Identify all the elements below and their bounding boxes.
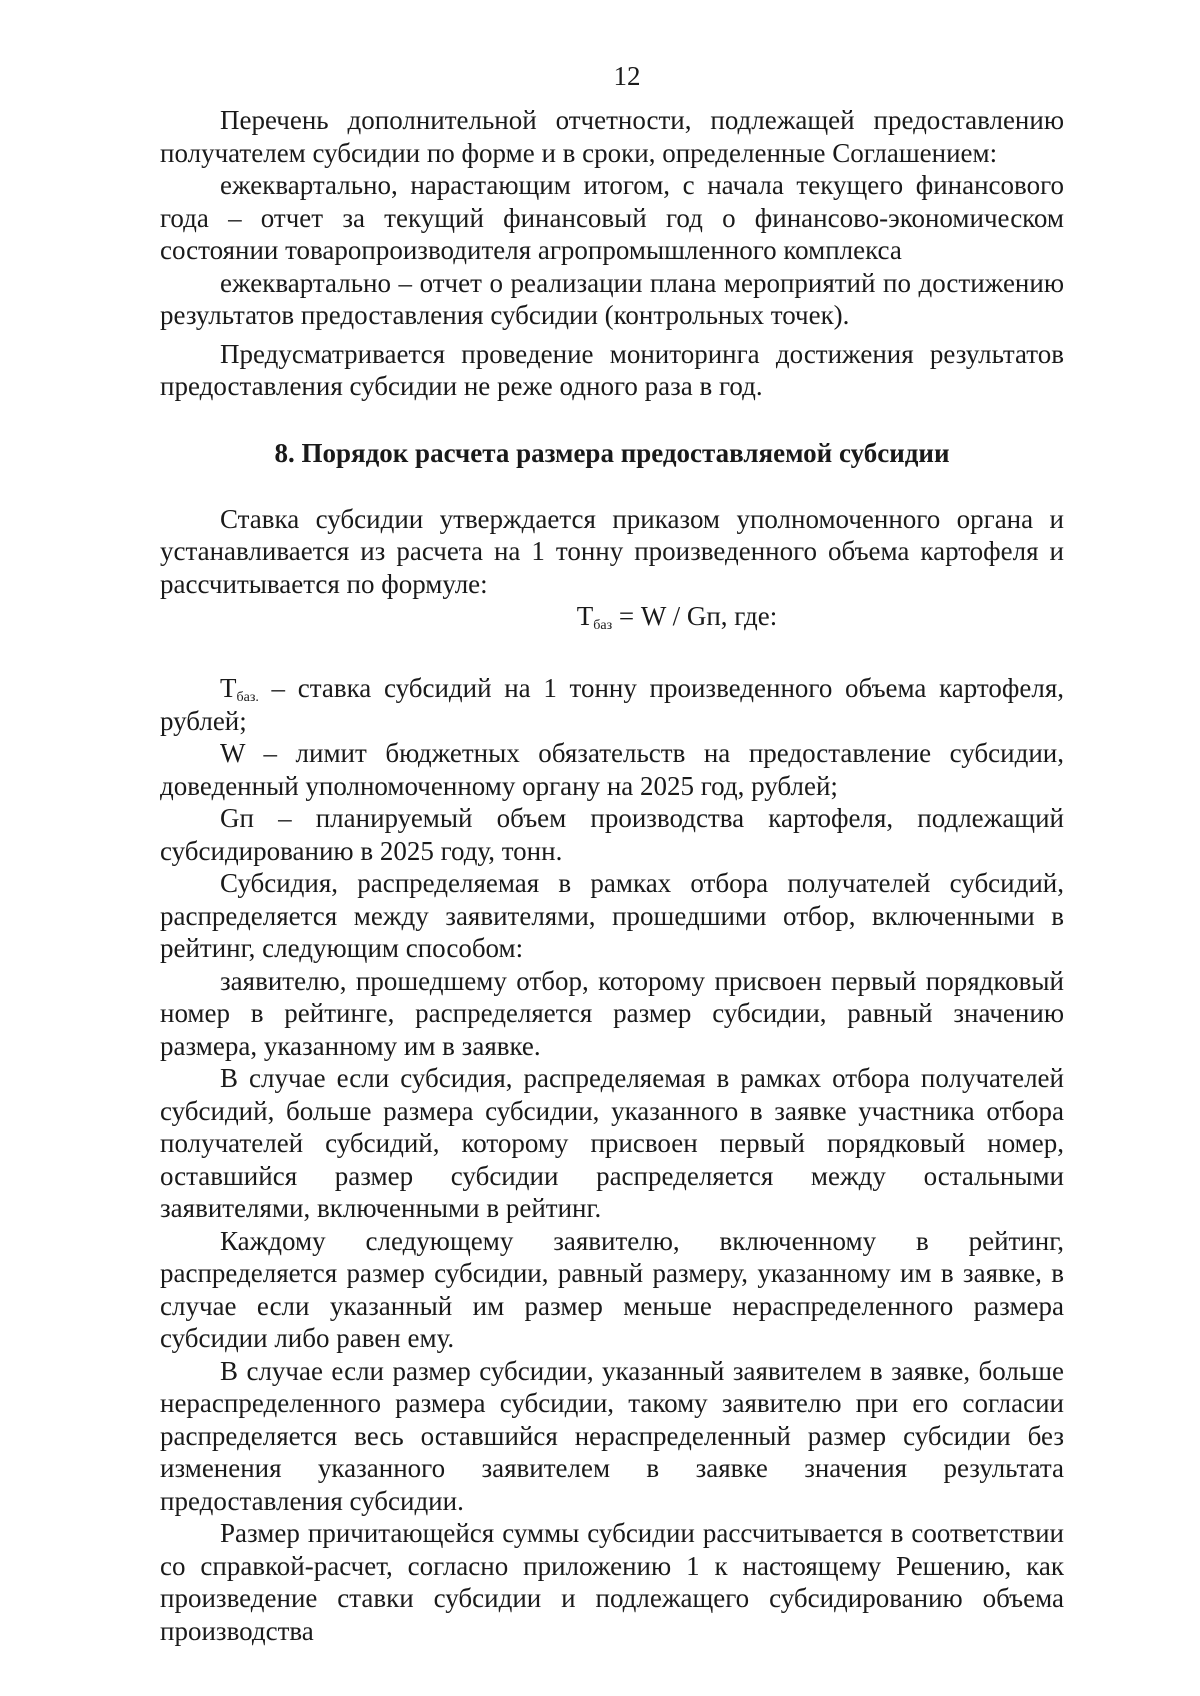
paragraph-quarterly-plan-report: ежеквартально – отчет о реализации плана мероприятий по достижению результатов предоставления субсидии (контрольных точек). xyxy=(160,267,1064,330)
paragraph-exceeding-request: В случае если размер субсидии, указанный заявителем в заявке, больше нераспределенного размера субсидии, такому заявителю при его согласии распределяется весь оставшийся нераспределенный размер субсидии без изменения указанного заявителем в заявке значения результата предоставления субсидии. xyxy=(160,1355,1064,1516)
paragraph-distribution-method: Субсидия, распределяемая в рамках отбора получателей субсидий, распределяется между заявителями, прошедшими отбор, включенными в рейтинг, следующим способом: xyxy=(160,868,1064,963)
paragraph-first-applicant: заявителю, прошедшему отбор, которому присвоен первый порядковый номер в рейтинге, распределяется размер субсидии, равный значению размера, указанному им в заявке. xyxy=(160,965,1064,1061)
paragraph-reporting-list: Перечень дополнительной отчетности, подлежащей предоставлению получателем субсидии по форме и в сроки, определенные Соглашением: xyxy=(160,105,1064,168)
paragraph-calculation: Размер причитающейся суммы субсидии рассчитывается в соответствии со справкой-расчет, согласно приложению 1 к настоящему Решению, как произведение ставки субсидии и подлежащего субсидированию объема производства xyxy=(160,1518,1064,1646)
definition-w: W – лимит бюджетных обязательств на предоставление субсидии, доведенный уполномоченному органу на 2025 год, рублей; xyxy=(160,738,1064,801)
formula-rhs: = W / Gп, где: xyxy=(612,601,778,631)
definition-t-subscript: баз. xyxy=(236,690,259,705)
formula-lhs: T xyxy=(576,601,594,631)
page-number: 12 xyxy=(613,61,641,91)
paragraph-quarterly-financial-report: ежеквартально, нарастающим итогом, с начала текущего финансового года – отчет за текущий финансовый год о финансово-экономическом состоянии товаропроизводителя агропромышленного комплекса xyxy=(160,170,1064,265)
definition-t-text: – ставка субсидий на 1 тонну произведенного объема картофеля, рублей; xyxy=(160,673,1064,736)
definition-t-symbol: T xyxy=(220,673,237,703)
paragraph-next-applicant: Каждому следующему заявителю, включенному в рейтинг, распределяется размер субсидии, равный размеру, указанному им в заявке, в случае если указанный им размер меньше нераспределенного размера субсидии либо равен ему. xyxy=(160,1225,1064,1353)
definition-g: Gп – планируемый объем производства картофеля, подлежащий субсидированию в 2025 году, тонн. xyxy=(160,803,1064,866)
paragraph-monitoring: Предусматривается проведение мониторинга достижения результатов предоставления субсидии не реже одного раза в год. xyxy=(160,338,1064,401)
paragraph-subsidy-rate: Ставка субсидии утверждается приказом уполномоченного органа и устанавливается из расчета на 1 тонну произведенного объема картофеля и рассчитывается по формуле: xyxy=(160,503,1064,599)
document-page xyxy=(160,60,1064,1647)
rate-formula xyxy=(160,600,1064,632)
section-heading: 8. Порядок расчета размера предоставляемой субсидии xyxy=(274,437,950,468)
formula-lhs-subscript: баз xyxy=(593,618,613,633)
paragraph-remaining-distribution: В случае если субсидия, распределяемая в рамках отбора получателей субсидий, больше размера субсидии, указанного в заявке участника отбора получателей субсидий, которому присвоен первый порядковый номер, оставшийся размер субсидии распределяется между остальными заявителями, включенными в рейтинг. xyxy=(160,1063,1064,1223)
definition-t-base xyxy=(160,672,1064,737)
